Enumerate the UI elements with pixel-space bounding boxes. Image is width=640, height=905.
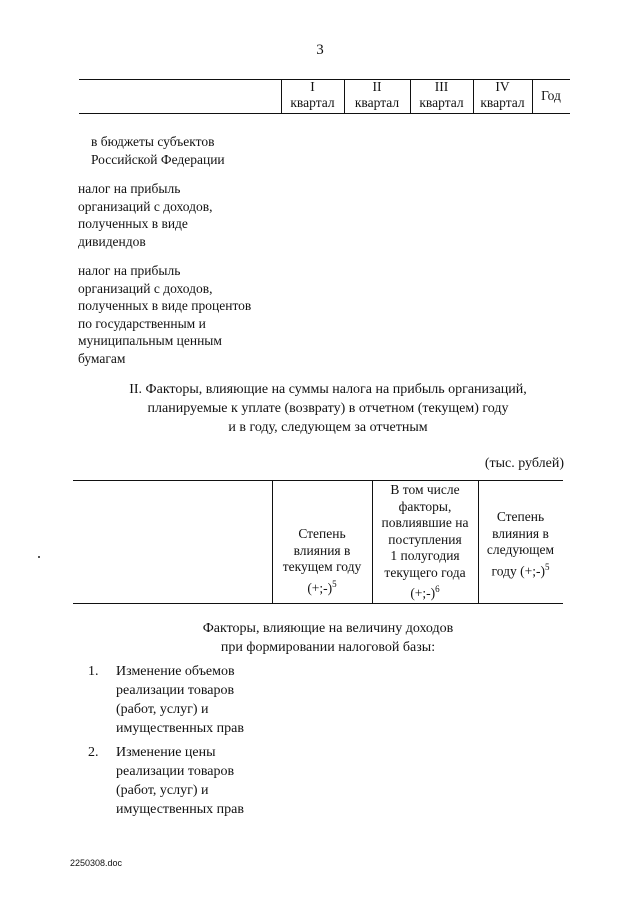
row-label-dividends-tax: налог на прибыль организаций с доходов, полученных в виде дивидендов	[78, 181, 213, 249]
row-label-interest-tax: налог на прибыль организаций с доходов, полученных в виде процентов по государственным и муниципальным ценным бумагам	[78, 263, 252, 366]
quarter-2-header: II квартал	[354, 79, 400, 110]
next-year-influence-header: Степень влияния в следующем году (+;-)$^5$	[486, 509, 555, 578]
section-title: II. Факторы, влияющие на суммы налога на прибыль организаций, планируемые к уплате (возврату) в отчетном (текущем) году и в году, следующем за отчетным	[129, 382, 527, 435]
factors-title: Факторы, влияющие на величину доходов при формировании налоговой базы:	[202, 621, 454, 655]
list-item-number: 2.	[88, 745, 99, 760]
scan-speck	[38, 556, 40, 558]
list-item-text: Изменение цены реализации товаров (работ, услуг) и имущественных прав	[116, 745, 244, 817]
quarter-3-header: III квартал	[419, 79, 464, 110]
list-item-number: 1.	[88, 664, 99, 679]
quarter-4-header: IV квартал	[480, 79, 525, 110]
table-top-border	[73, 480, 563, 481]
units-label: (тыс. рублей)	[484, 456, 564, 471]
table-bottom-border	[73, 603, 563, 604]
year-header: Год	[541, 88, 561, 103]
quarter-1-header: I квартал	[290, 79, 335, 110]
table-bottom-border	[79, 113, 570, 114]
current-year-influence-header: Степень влияния в текущем году (+;-)$^5$	[282, 526, 362, 595]
row-label-regional-budgets: в бюджеты субъектов Российской Федерации	[91, 134, 225, 167]
page-number: 3	[316, 42, 324, 58]
footer-filename: 2250308.doc	[70, 858, 123, 868]
list-item-text: Изменение объемов реализации товаров (работ, услуг) и имущественных прав	[116, 664, 244, 736]
half-year-factors-header: В том числе факторы, повлиявшие на поступления 1 полугодия текущего года (+;-)$^6$	[381, 482, 469, 601]
